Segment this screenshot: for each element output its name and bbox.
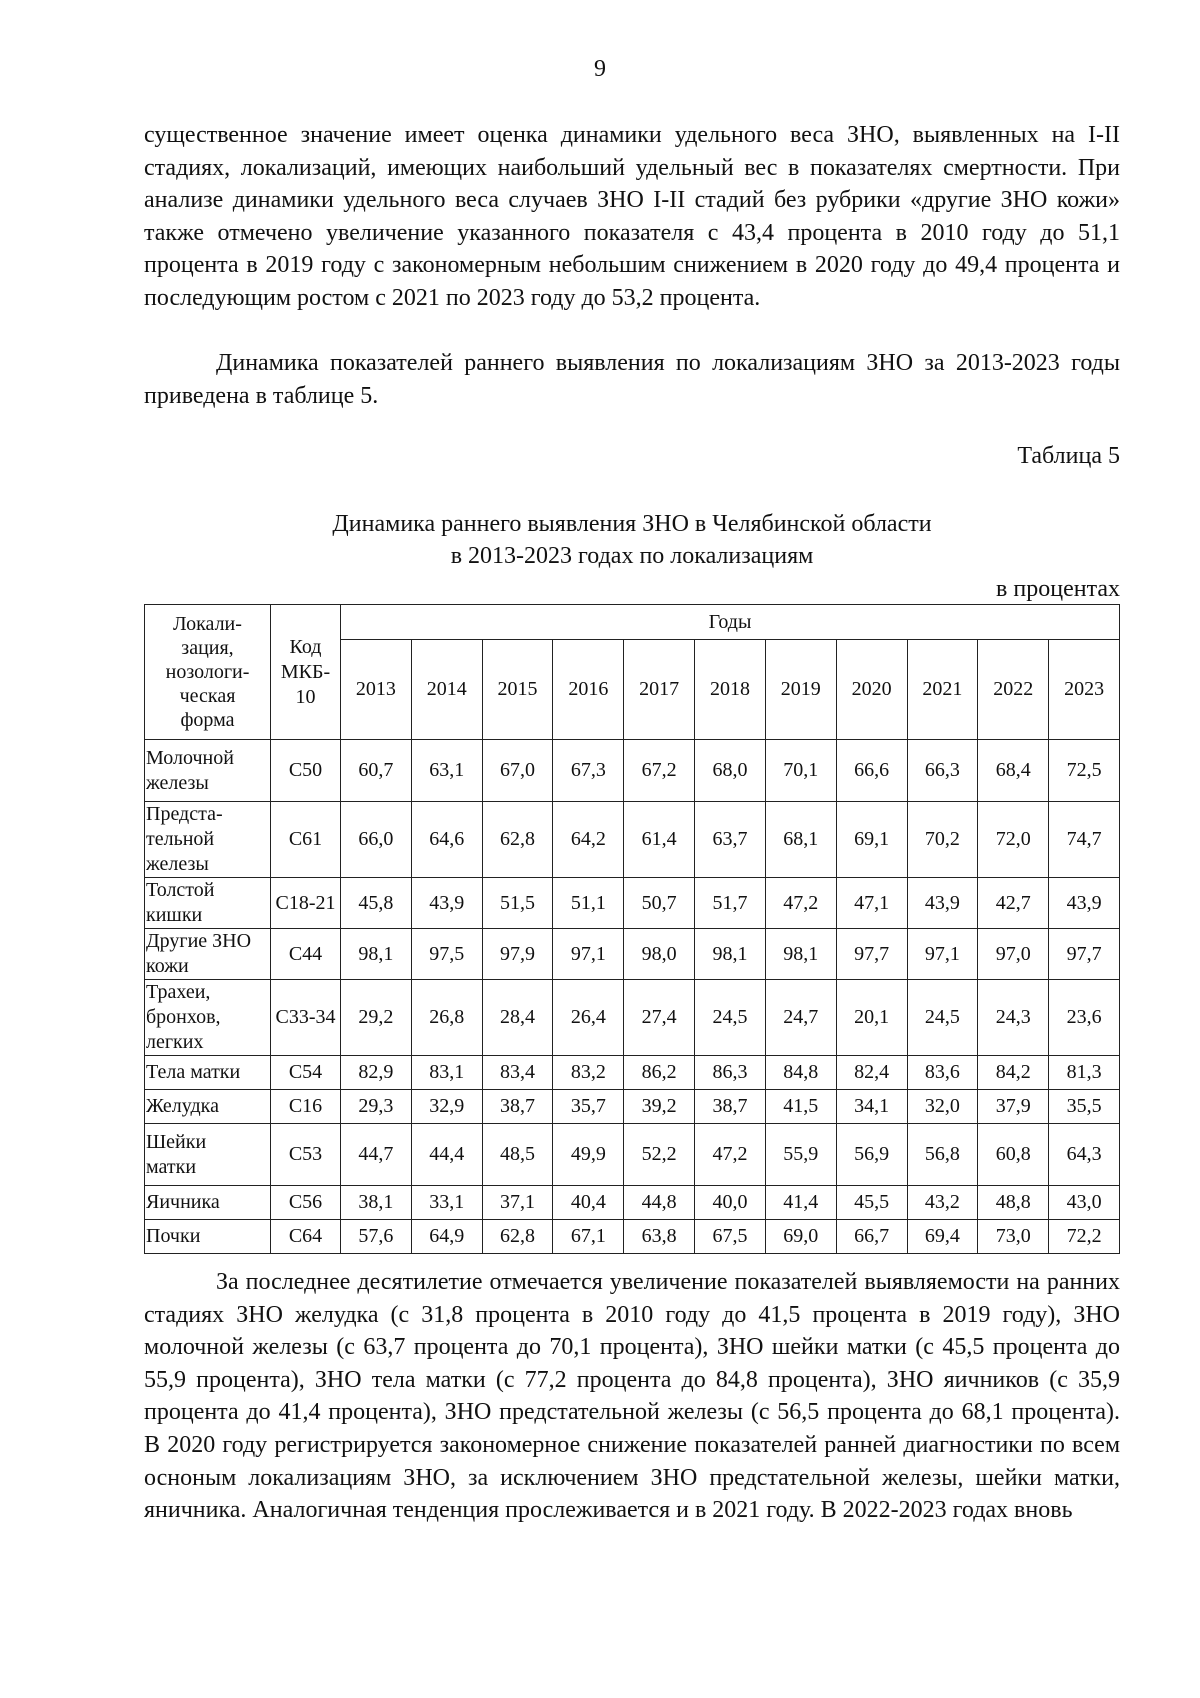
cell-value: 56,8 xyxy=(907,1124,978,1186)
cell-value: 67,1 xyxy=(553,1220,624,1254)
cell-value: 83,4 xyxy=(482,1056,553,1090)
cell-localization: Яичника xyxy=(145,1186,271,1220)
cell-value: 35,5 xyxy=(1049,1090,1120,1124)
cell-value: 68,1 xyxy=(765,802,836,878)
cell-value: 44,7 xyxy=(341,1124,412,1186)
cell-icd-code: C54 xyxy=(271,1056,341,1090)
cell-value: 67,5 xyxy=(695,1220,766,1254)
cell-value: 39,2 xyxy=(624,1090,695,1124)
table-row xyxy=(145,929,1120,980)
cell-value: 63,7 xyxy=(695,802,766,878)
cell-value: 40,0 xyxy=(695,1186,766,1220)
cell-value: 24,5 xyxy=(907,980,978,1056)
table-row xyxy=(145,878,1120,929)
cell-localization: Молочной железы xyxy=(145,740,271,802)
table-row xyxy=(145,1186,1120,1220)
cell-value: 43,9 xyxy=(411,878,482,929)
cell-value: 66,3 xyxy=(907,740,978,802)
cell-icd-code: C53 xyxy=(271,1124,341,1186)
table-title xyxy=(144,508,1120,572)
cell-icd-code: C64 xyxy=(271,1220,341,1254)
table-row xyxy=(145,1056,1120,1090)
cell-value: 38,7 xyxy=(482,1090,553,1124)
page-number: 9 xyxy=(594,56,606,82)
cell-value: 64,2 xyxy=(553,802,624,878)
header-year: 2016 xyxy=(553,640,624,740)
header-year: 2017 xyxy=(624,640,695,740)
cell-value: 24,7 xyxy=(765,980,836,1056)
cell-value: 72,5 xyxy=(1049,740,1120,802)
table-label: Таблица 5 xyxy=(1017,443,1120,469)
table-title-line1: Динамика раннего выявления ЗНО в Челябинской области xyxy=(332,511,932,537)
cell-value: 67,3 xyxy=(553,740,624,802)
cell-value: 97,0 xyxy=(978,929,1049,980)
cell-value: 50,7 xyxy=(624,878,695,929)
cell-value: 98,1 xyxy=(695,929,766,980)
cell-value: 20,1 xyxy=(836,980,907,1056)
cell-value: 70,1 xyxy=(765,740,836,802)
cell-value: 66,0 xyxy=(341,802,412,878)
cell-value: 24,5 xyxy=(695,980,766,1056)
cell-value: 64,6 xyxy=(411,802,482,878)
cell-value: 34,1 xyxy=(836,1090,907,1124)
cell-localization: Тела матки xyxy=(145,1056,271,1090)
cell-value: 43,2 xyxy=(907,1186,978,1220)
cell-value: 56,9 xyxy=(836,1124,907,1186)
cell-value: 51,1 xyxy=(553,878,624,929)
cell-value: 72,2 xyxy=(1049,1220,1120,1254)
cell-value: 84,8 xyxy=(765,1056,836,1090)
cell-value: 48,5 xyxy=(482,1124,553,1186)
header-year: 2013 xyxy=(341,640,412,740)
cell-value: 26,4 xyxy=(553,980,624,1056)
cell-value: 61,4 xyxy=(624,802,695,878)
paragraph-intro: существенное значение имеет оценка динамики удельного веса ЗНО, выявленных на I-II стадиях, локализаций, имеющих наибольший удельный вес в показателях смертности. При анализе динамики удельного веса случаев ЗНО I-II стадий без рубрики «другие ЗНО кожи» также отмечено увеличение указанного показателя с 43,4 процента в 2010 году до 51,1 процента в 2019 году с закономерным небольшим снижением в 2020 году до 49,4 процента и последующим ростом с 2021 по 2023 году до 53,2 процента. xyxy=(144,122,1120,311)
cell-value: 47,2 xyxy=(765,878,836,929)
cell-value: 83,6 xyxy=(907,1056,978,1090)
cell-value: 51,5 xyxy=(482,878,553,929)
cell-value: 84,2 xyxy=(978,1056,1049,1090)
cell-value: 81,3 xyxy=(1049,1056,1120,1090)
cell-value: 28,4 xyxy=(482,980,553,1056)
cell-value: 86,3 xyxy=(695,1056,766,1090)
table-row xyxy=(145,802,1120,878)
header-year: 2023 xyxy=(1049,640,1120,740)
cell-value: 33,1 xyxy=(411,1186,482,1220)
cell-localization: Другие ЗНО кожи xyxy=(145,929,271,980)
cell-icd-code: C61 xyxy=(271,802,341,878)
cell-value: 55,9 xyxy=(765,1124,836,1186)
cell-value: 69,0 xyxy=(765,1220,836,1254)
cell-value: 38,7 xyxy=(695,1090,766,1124)
cell-value: 63,1 xyxy=(411,740,482,802)
cell-value: 27,4 xyxy=(624,980,695,1056)
cell-value: 41,5 xyxy=(765,1090,836,1124)
cell-localization: Желудка xyxy=(145,1090,271,1124)
cell-value: 73,0 xyxy=(978,1220,1049,1254)
cell-value: 72,0 xyxy=(978,802,1049,878)
cell-value: 38,1 xyxy=(341,1186,412,1220)
cell-value: 98,0 xyxy=(624,929,695,980)
cell-icd-code: C33-34 xyxy=(271,980,341,1056)
table-row xyxy=(145,1124,1120,1186)
cell-value: 64,9 xyxy=(411,1220,482,1254)
cell-value: 45,8 xyxy=(341,878,412,929)
cell-localization: Почки xyxy=(145,1220,271,1254)
cell-value: 60,7 xyxy=(341,740,412,802)
cell-value: 37,1 xyxy=(482,1186,553,1220)
cell-icd-code: C16 xyxy=(271,1090,341,1124)
header-year: 2014 xyxy=(411,640,482,740)
cell-value: 68,0 xyxy=(695,740,766,802)
cell-value: 66,6 xyxy=(836,740,907,802)
cell-value: 98,1 xyxy=(765,929,836,980)
header-icd-code: Код МКБ- 10 xyxy=(271,605,341,740)
header-year: 2019 xyxy=(765,640,836,740)
cell-value: 62,8 xyxy=(482,1220,553,1254)
table-row xyxy=(145,740,1120,802)
cell-value: 97,7 xyxy=(1049,929,1120,980)
cell-value: 43,9 xyxy=(907,878,978,929)
cell-value: 69,1 xyxy=(836,802,907,878)
cell-value: 42,7 xyxy=(978,878,1049,929)
cell-value: 82,4 xyxy=(836,1056,907,1090)
cell-value: 41,4 xyxy=(765,1186,836,1220)
cell-value: 43,9 xyxy=(1049,878,1120,929)
cell-value: 86,2 xyxy=(624,1056,695,1090)
cell-value: 32,0 xyxy=(907,1090,978,1124)
table-header-row xyxy=(145,605,1120,640)
cell-value: 23,6 xyxy=(1049,980,1120,1056)
cell-value: 97,5 xyxy=(411,929,482,980)
cell-value: 26,8 xyxy=(411,980,482,1056)
cell-icd-code: C44 xyxy=(271,929,341,980)
cell-value: 45,5 xyxy=(836,1186,907,1220)
cell-value: 44,8 xyxy=(624,1186,695,1220)
cell-icd-code: C18-21 xyxy=(271,878,341,929)
table-title-line2: в 2013-2023 годах по локализациям xyxy=(450,543,814,569)
cell-localization: Шейки матки xyxy=(145,1124,271,1186)
cell-value: 60,8 xyxy=(978,1124,1049,1186)
cell-localization: Толстой кишки xyxy=(145,878,271,929)
table-row xyxy=(145,980,1120,1056)
cell-value: 97,9 xyxy=(482,929,553,980)
table-row xyxy=(145,1090,1120,1124)
cell-value: 97,7 xyxy=(836,929,907,980)
cell-value: 37,9 xyxy=(978,1090,1049,1124)
cell-value: 97,1 xyxy=(553,929,624,980)
cell-value: 51,7 xyxy=(695,878,766,929)
cell-value: 44,4 xyxy=(411,1124,482,1186)
cell-icd-code: C56 xyxy=(271,1186,341,1220)
cell-value: 57,6 xyxy=(341,1220,412,1254)
table-unit: в процентах xyxy=(996,576,1120,602)
cell-value: 43,0 xyxy=(1049,1186,1120,1220)
header-years: Годы xyxy=(341,605,1120,640)
header-year: 2022 xyxy=(978,640,1049,740)
cell-value: 49,9 xyxy=(553,1124,624,1186)
cell-value: 32,9 xyxy=(411,1090,482,1124)
cell-value: 66,7 xyxy=(836,1220,907,1254)
cell-value: 40,4 xyxy=(553,1186,624,1220)
cell-value: 69,4 xyxy=(907,1220,978,1254)
cell-value: 68,4 xyxy=(978,740,1049,802)
cell-value: 97,1 xyxy=(907,929,978,980)
cell-value: 24,3 xyxy=(978,980,1049,1056)
cell-value: 52,2 xyxy=(624,1124,695,1186)
cell-localization: Трахеи, бронхов, легких xyxy=(145,980,271,1056)
table-row xyxy=(145,1220,1120,1254)
cell-value: 29,2 xyxy=(341,980,412,1056)
header-year: 2020 xyxy=(836,640,907,740)
cell-value: 98,1 xyxy=(341,929,412,980)
cell-value: 47,1 xyxy=(836,878,907,929)
cell-localization: Предста- тельной железы xyxy=(145,802,271,878)
cell-value: 63,8 xyxy=(624,1220,695,1254)
early-detection-table xyxy=(144,604,1120,1254)
cell-value: 74,7 xyxy=(1049,802,1120,878)
cell-value: 67,0 xyxy=(482,740,553,802)
cell-value: 83,2 xyxy=(553,1056,624,1090)
header-localization: Локали- зация, нозологи- ческая форма xyxy=(145,605,271,740)
cell-value: 47,2 xyxy=(695,1124,766,1186)
header-year: 2021 xyxy=(907,640,978,740)
paragraph-table-reference: Динамика показателей раннего выявления по локализациям ЗНО за 2013-2023 годы приведена в таблице 5. xyxy=(144,350,1120,409)
cell-icd-code: C50 xyxy=(271,740,341,802)
cell-value: 64,3 xyxy=(1049,1124,1120,1186)
header-year: 2015 xyxy=(482,640,553,740)
cell-value: 83,1 xyxy=(411,1056,482,1090)
cell-value: 70,2 xyxy=(907,802,978,878)
header-year: 2018 xyxy=(695,640,766,740)
cell-value: 67,2 xyxy=(624,740,695,802)
cell-value: 29,3 xyxy=(341,1090,412,1124)
cell-value: 48,8 xyxy=(978,1186,1049,1220)
cell-value: 35,7 xyxy=(553,1090,624,1124)
cell-value: 62,8 xyxy=(482,802,553,878)
paragraph-conclusion: За последнее десятилетие отмечается увеличение показателей выявляемости на ранних стадиях ЗНО желудка (с 31,8 процента в 2010 году до 41,5 процента в 2019 году), ЗНО молочной железы (с 63,7 процента до 70,1 процента), ЗНО шейки матки (с 45,5 процента до 55,9 процента), ЗНО тела матки (с 77,2 процента до 84,8 процента), ЗНО яичников (с 35,9 процента до 41,4 процента), ЗНО предстательной железы (с 56,5 процента до 68,1 процента). В 2020 году регистрируется закономерное снижение показателей ранней диагностики по всем осноным локализациям ЗНО, за исключением ЗНО предстательной железы, шейки матки, яничника. Аналогичная тенденция прослеживается и в 2021 году. В 2022-2023 годах вновь xyxy=(144,1269,1120,1524)
cell-value: 82,9 xyxy=(341,1056,412,1090)
